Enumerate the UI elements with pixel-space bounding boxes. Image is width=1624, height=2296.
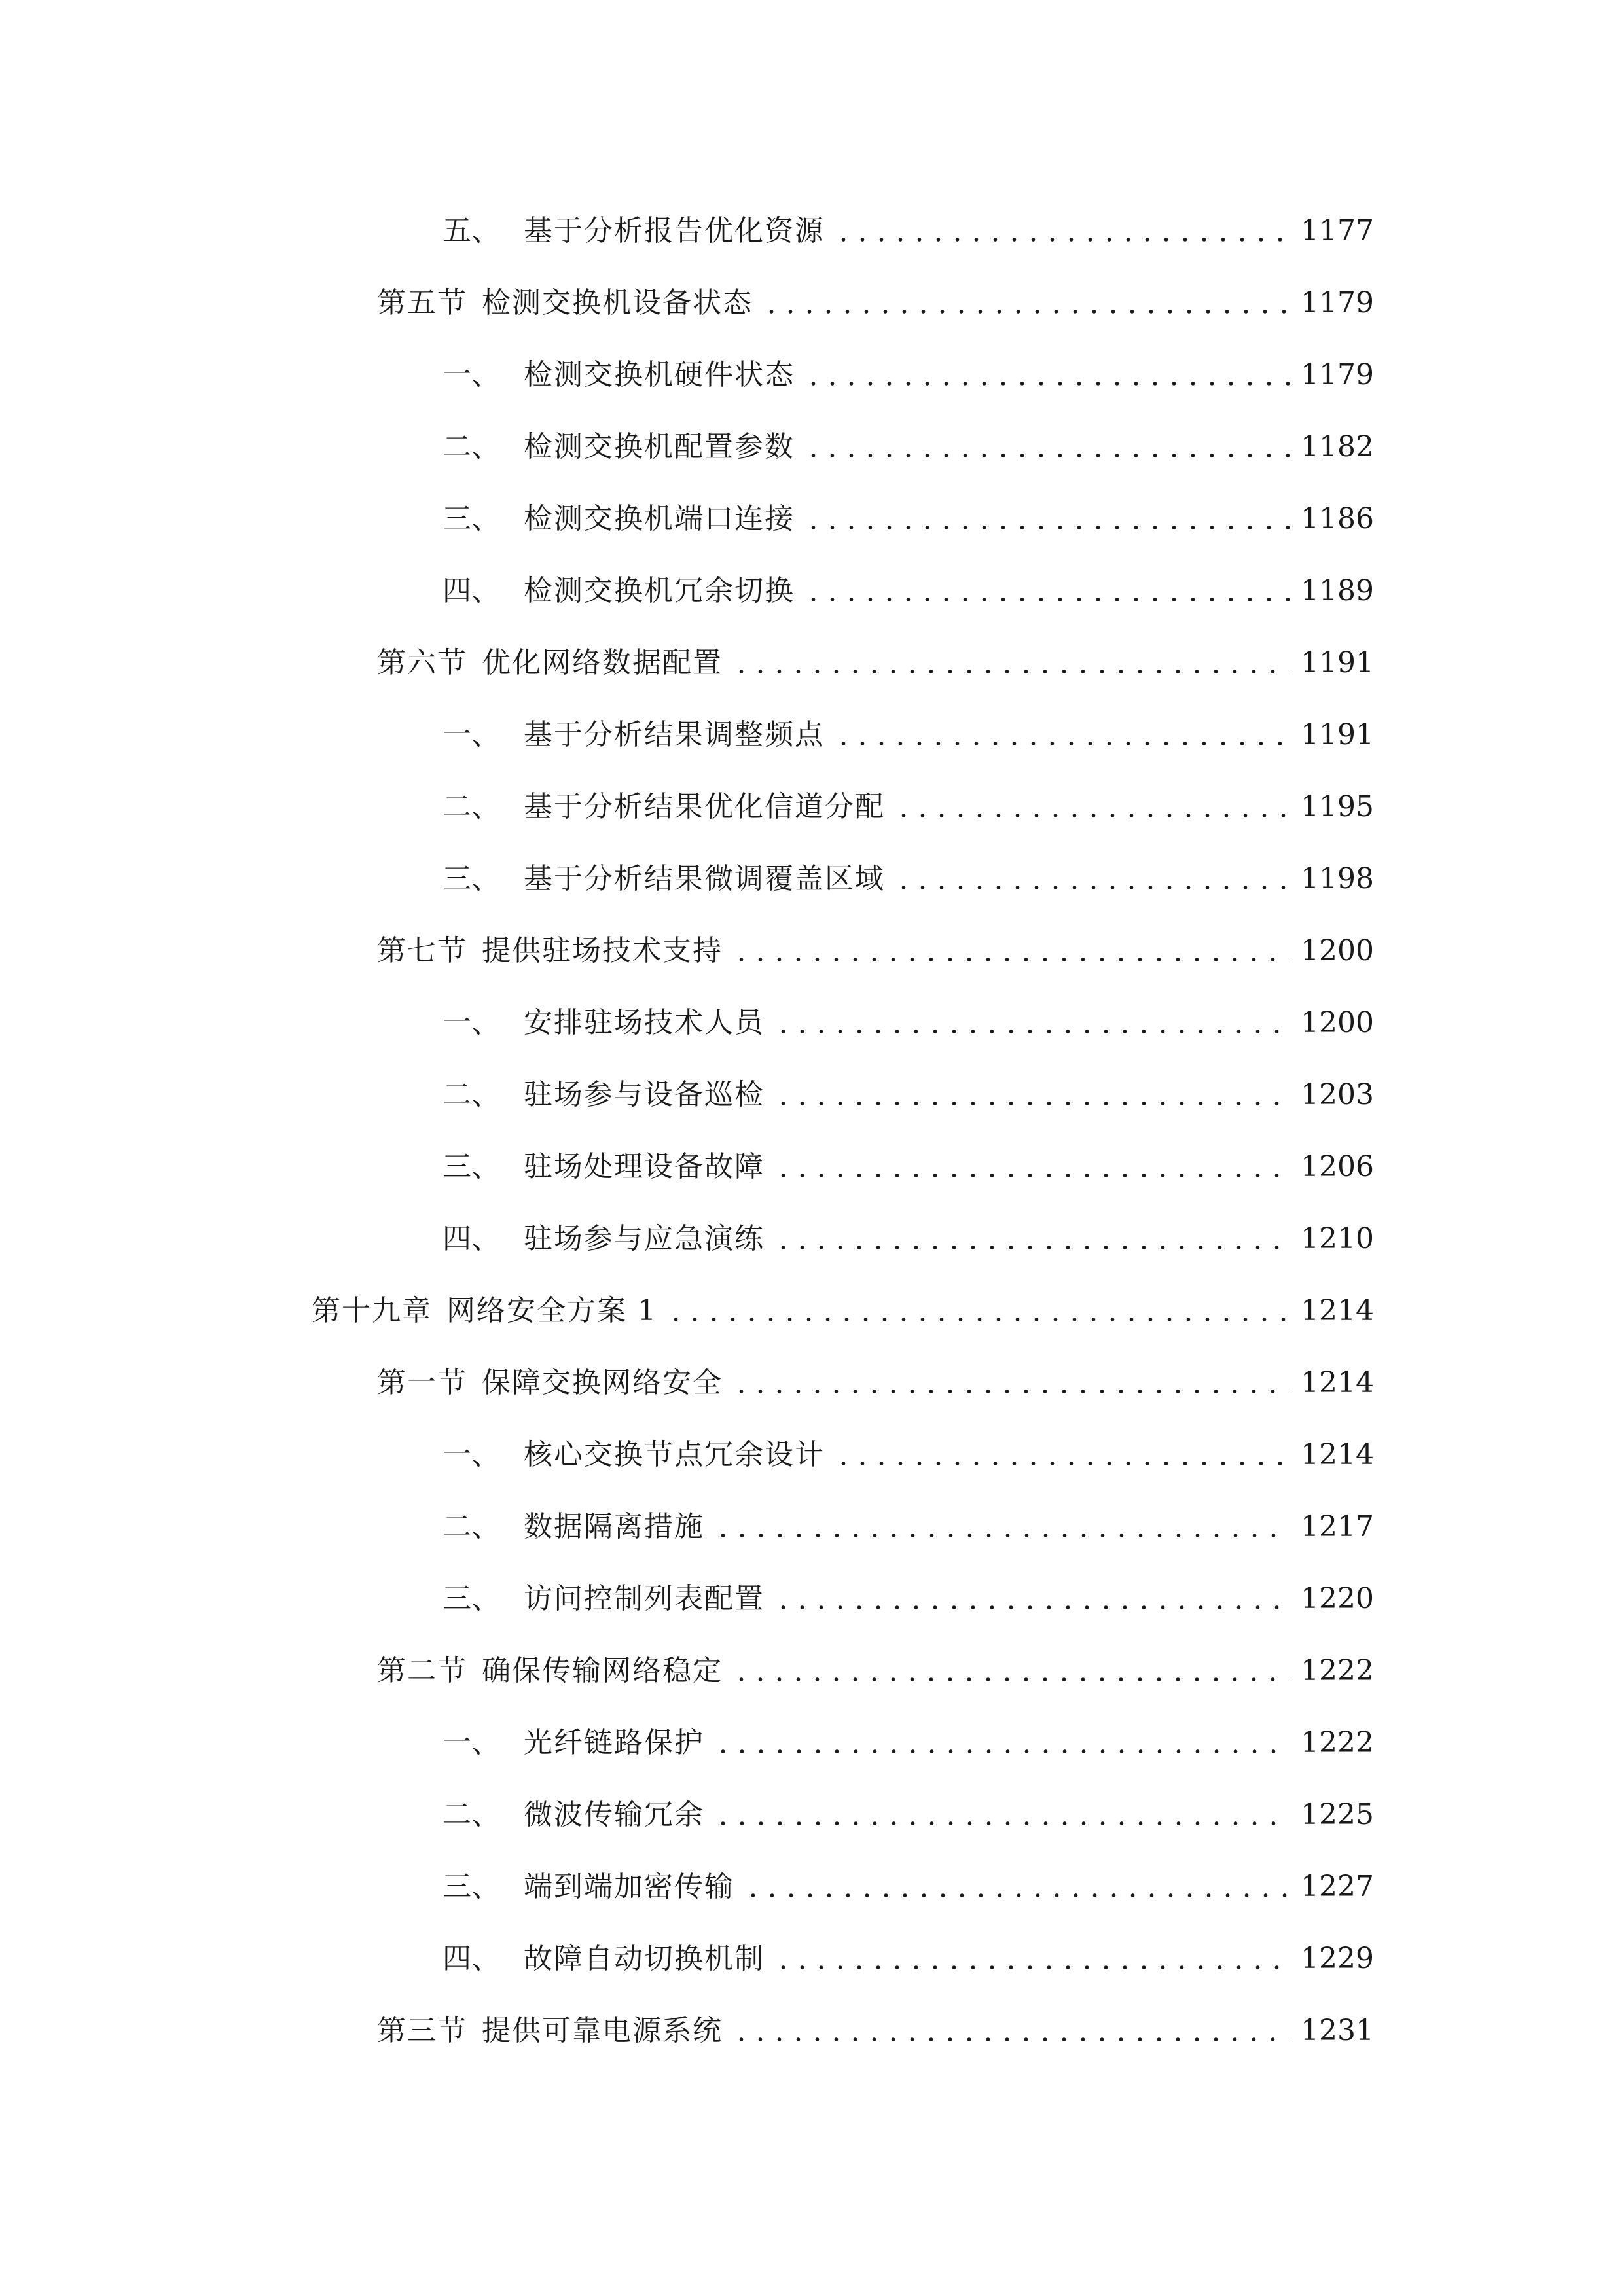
dot-leader (713, 1534, 1290, 1537)
toc-entry-section[interactable] (377, 1986, 1374, 2045)
dot-leader (774, 1174, 1290, 1177)
toc-entry-item[interactable] (442, 403, 1374, 461)
toc-entry-page-number: 1177 (1301, 214, 1374, 247)
dot-leader (894, 814, 1290, 817)
toc-entry-item[interactable] (442, 1554, 1374, 1613)
toc-entry-page-number: 1214 (1301, 1366, 1374, 1399)
toc-entry-section[interactable] (377, 1338, 1374, 1397)
toc-entry-marker: 四、 (442, 574, 500, 607)
toc-entry-marker: 二、 (442, 1798, 500, 1831)
toc-entry-marker: 五、 (442, 214, 500, 247)
dot-leader (732, 2037, 1290, 2041)
toc-entry-title: 基于分析结果调整频点 (524, 718, 825, 751)
dot-leader (834, 742, 1290, 745)
toc-entry-title: 故障自动切换机制 (524, 1942, 765, 1975)
toc-entry-text (377, 1366, 723, 1399)
toc-entry-marker: 一、 (442, 718, 500, 751)
toc-entry-item[interactable] (442, 834, 1374, 893)
toc-entry-label: 第三节 (377, 2014, 467, 2047)
toc-entry-section[interactable] (377, 259, 1374, 317)
toc-entry-marker: 二、 (442, 430, 500, 463)
toc-entry-marker: 三、 (442, 1582, 500, 1615)
toc-entry-page-number: 1200 (1301, 1006, 1374, 1039)
toc-entry-marker: 二、 (442, 1078, 500, 1111)
dot-leader (774, 1246, 1290, 1249)
toc-entry-marker: 一、 (442, 1006, 500, 1039)
toc-entry-label: 第十九章 (312, 1294, 432, 1327)
toc-entry-page-number: 1191 (1301, 646, 1374, 679)
toc-entry-item[interactable] (442, 978, 1374, 1037)
dot-leader (834, 238, 1290, 242)
toc-entry-item[interactable] (442, 1914, 1374, 1973)
toc-entry-item[interactable] (442, 1698, 1374, 1757)
dot-leader (894, 886, 1290, 889)
toc-entry-page-number: 1222 (1301, 1726, 1374, 1759)
dot-leader (713, 1749, 1290, 1753)
toc-entry-item[interactable] (442, 331, 1374, 389)
toc-entry-text (377, 646, 723, 679)
dot-leader (804, 598, 1290, 601)
toc-entry-page-number: 1227 (1301, 1870, 1374, 1903)
toc-entry-item[interactable] (442, 1050, 1374, 1109)
toc-entry-page-number: 1195 (1301, 790, 1374, 823)
toc-entry-marker: 三、 (442, 502, 500, 535)
toc-entry-page-number: 1229 (1301, 1942, 1374, 1975)
toc-entry-title: 提供可靠电源系统 (482, 2014, 723, 2047)
toc-entry-title: 确保传输网络稳定 (482, 1654, 723, 1687)
toc-entry-title: 驻场处理设备故障 (524, 1150, 765, 1183)
toc-entry-page-number: 1222 (1301, 1654, 1374, 1687)
toc-entry-item[interactable] (442, 1482, 1374, 1541)
toc-entry-title: 检测交换机配置参数 (524, 430, 795, 463)
toc-entry-item[interactable] (442, 1842, 1374, 1901)
toc-entry-item[interactable] (442, 475, 1374, 533)
toc-entry-page-number: 1206 (1301, 1150, 1374, 1183)
dot-leader (732, 958, 1290, 961)
dot-leader (834, 1462, 1290, 1465)
toc-entry-label: 第五节 (377, 286, 467, 319)
dot-leader (804, 454, 1290, 457)
toc-entry-title: 检测交换机设备状态 (482, 286, 753, 319)
toc-entry-page-number: 1210 (1301, 1222, 1374, 1255)
toc-entry-page-number: 1191 (1301, 718, 1374, 751)
toc-entry-section[interactable] (377, 1626, 1374, 1685)
dot-leader (732, 670, 1290, 673)
toc-entry-title: 网络安全方案 1 (446, 1294, 657, 1327)
toc-entry-marker: 一、 (442, 1726, 500, 1759)
toc-entry-page-number: 1225 (1301, 1798, 1374, 1831)
toc-entry-title: 光纤链路保护 (524, 1726, 704, 1759)
toc-entry-title: 基于分析报告优化资源 (524, 214, 825, 247)
toc-entry-marker: 三、 (442, 1870, 500, 1903)
toc-entry-title: 数据隔离措施 (524, 1510, 704, 1543)
dot-leader (804, 526, 1290, 529)
toc-entry-text (377, 1654, 723, 1687)
toc-entry-label: 第二节 (377, 1654, 467, 1687)
dot-leader (774, 1605, 1290, 1609)
dot-leader (774, 1965, 1290, 1969)
dot-leader (804, 382, 1290, 386)
toc-entry-section[interactable] (377, 619, 1374, 677)
toc-entry-page-number: 1189 (1301, 574, 1374, 607)
toc-entry-item[interactable] (442, 1122, 1374, 1181)
toc-entry-title: 安排驻场技术人员 (524, 1006, 765, 1039)
toc-entry-page-number: 1220 (1301, 1582, 1374, 1615)
toc-entry-page-number: 1179 (1301, 286, 1374, 319)
toc-entry-text (312, 1294, 657, 1327)
toc-entry-title: 核心交换节点冗余设计 (524, 1438, 825, 1471)
toc-entry-title: 基于分析结果优化信道分配 (524, 790, 885, 823)
toc-entry-page-number: 1179 (1301, 358, 1374, 391)
dot-leader (744, 1893, 1290, 1897)
toc-entry-title: 微波传输冗余 (524, 1798, 704, 1831)
toc-entry-marker: 三、 (442, 1150, 500, 1183)
toc-entry-page-number: 1200 (1301, 934, 1374, 967)
toc-entry-title: 保障交换网络安全 (482, 1366, 723, 1399)
toc-entry-page-number: 1214 (1301, 1294, 1374, 1327)
toc-entry-label: 第六节 (377, 646, 467, 679)
toc-entry-text (377, 2014, 723, 2047)
toc-entry-title: 端到端加密传输 (524, 1870, 734, 1903)
dot-leader (774, 1102, 1290, 1105)
toc-entry-title: 优化网络数据配置 (482, 646, 723, 679)
toc-entry-text (377, 934, 723, 967)
toc-entry-title: 检测交换机硬件状态 (524, 358, 795, 391)
toc-entry-label: 第一节 (377, 1366, 467, 1399)
toc-entry-marker: 一、 (442, 1438, 500, 1471)
toc-entry-marker: 四、 (442, 1942, 500, 1975)
toc-entry-chapter[interactable] (312, 1266, 1374, 1325)
toc-entry-page-number: 1203 (1301, 1078, 1374, 1111)
toc-entry-marker: 一、 (442, 358, 500, 391)
dot-leader (732, 1390, 1290, 1393)
toc-entry-title: 检测交换机冗余切换 (524, 574, 795, 607)
toc-entry-marker: 三、 (442, 862, 500, 895)
toc-entry-page-number: 1198 (1301, 862, 1374, 895)
toc-entry-item[interactable] (442, 762, 1374, 821)
dot-leader (732, 1677, 1290, 1681)
toc-entry-item[interactable] (442, 1770, 1374, 1829)
toc-entry-title: 访问控制列表配置 (524, 1582, 765, 1615)
toc-entry-text (377, 286, 753, 319)
toc-entry-section[interactable] (377, 906, 1374, 965)
toc-entry-title: 基于分析结果微调覆盖区域 (524, 862, 885, 895)
toc-entry-item[interactable] (442, 187, 1374, 245)
toc-entry-label: 第七节 (377, 934, 467, 967)
dot-leader (713, 1821, 1290, 1825)
toc-entry-item[interactable] (442, 1410, 1374, 1469)
toc-entry-marker: 四、 (442, 1222, 500, 1255)
toc-entry-title: 驻场参与应急演练 (524, 1222, 765, 1255)
toc-entry-marker: 二、 (442, 1510, 500, 1543)
dot-leader (666, 1318, 1290, 1321)
toc-entry-title: 检测交换机端口连接 (524, 502, 795, 535)
toc-entry-page-number: 1231 (1301, 2014, 1374, 2047)
toc-entry-page-number: 1217 (1301, 1510, 1374, 1543)
toc-entry-marker: 二、 (442, 790, 500, 823)
toc-entry-page-number: 1186 (1301, 502, 1374, 535)
toc-entry-item[interactable] (442, 691, 1374, 749)
toc-entry-title: 驻场参与设备巡检 (524, 1078, 765, 1111)
toc-entry-item[interactable] (442, 1194, 1374, 1253)
toc-entry-item[interactable] (442, 547, 1374, 605)
toc-entry-page-number: 1182 (1301, 430, 1374, 463)
toc-entry-title: 提供驻场技术支持 (482, 934, 723, 967)
dot-leader (762, 310, 1290, 314)
toc-entry-page-number: 1214 (1301, 1438, 1374, 1471)
dot-leader (774, 1030, 1290, 1033)
